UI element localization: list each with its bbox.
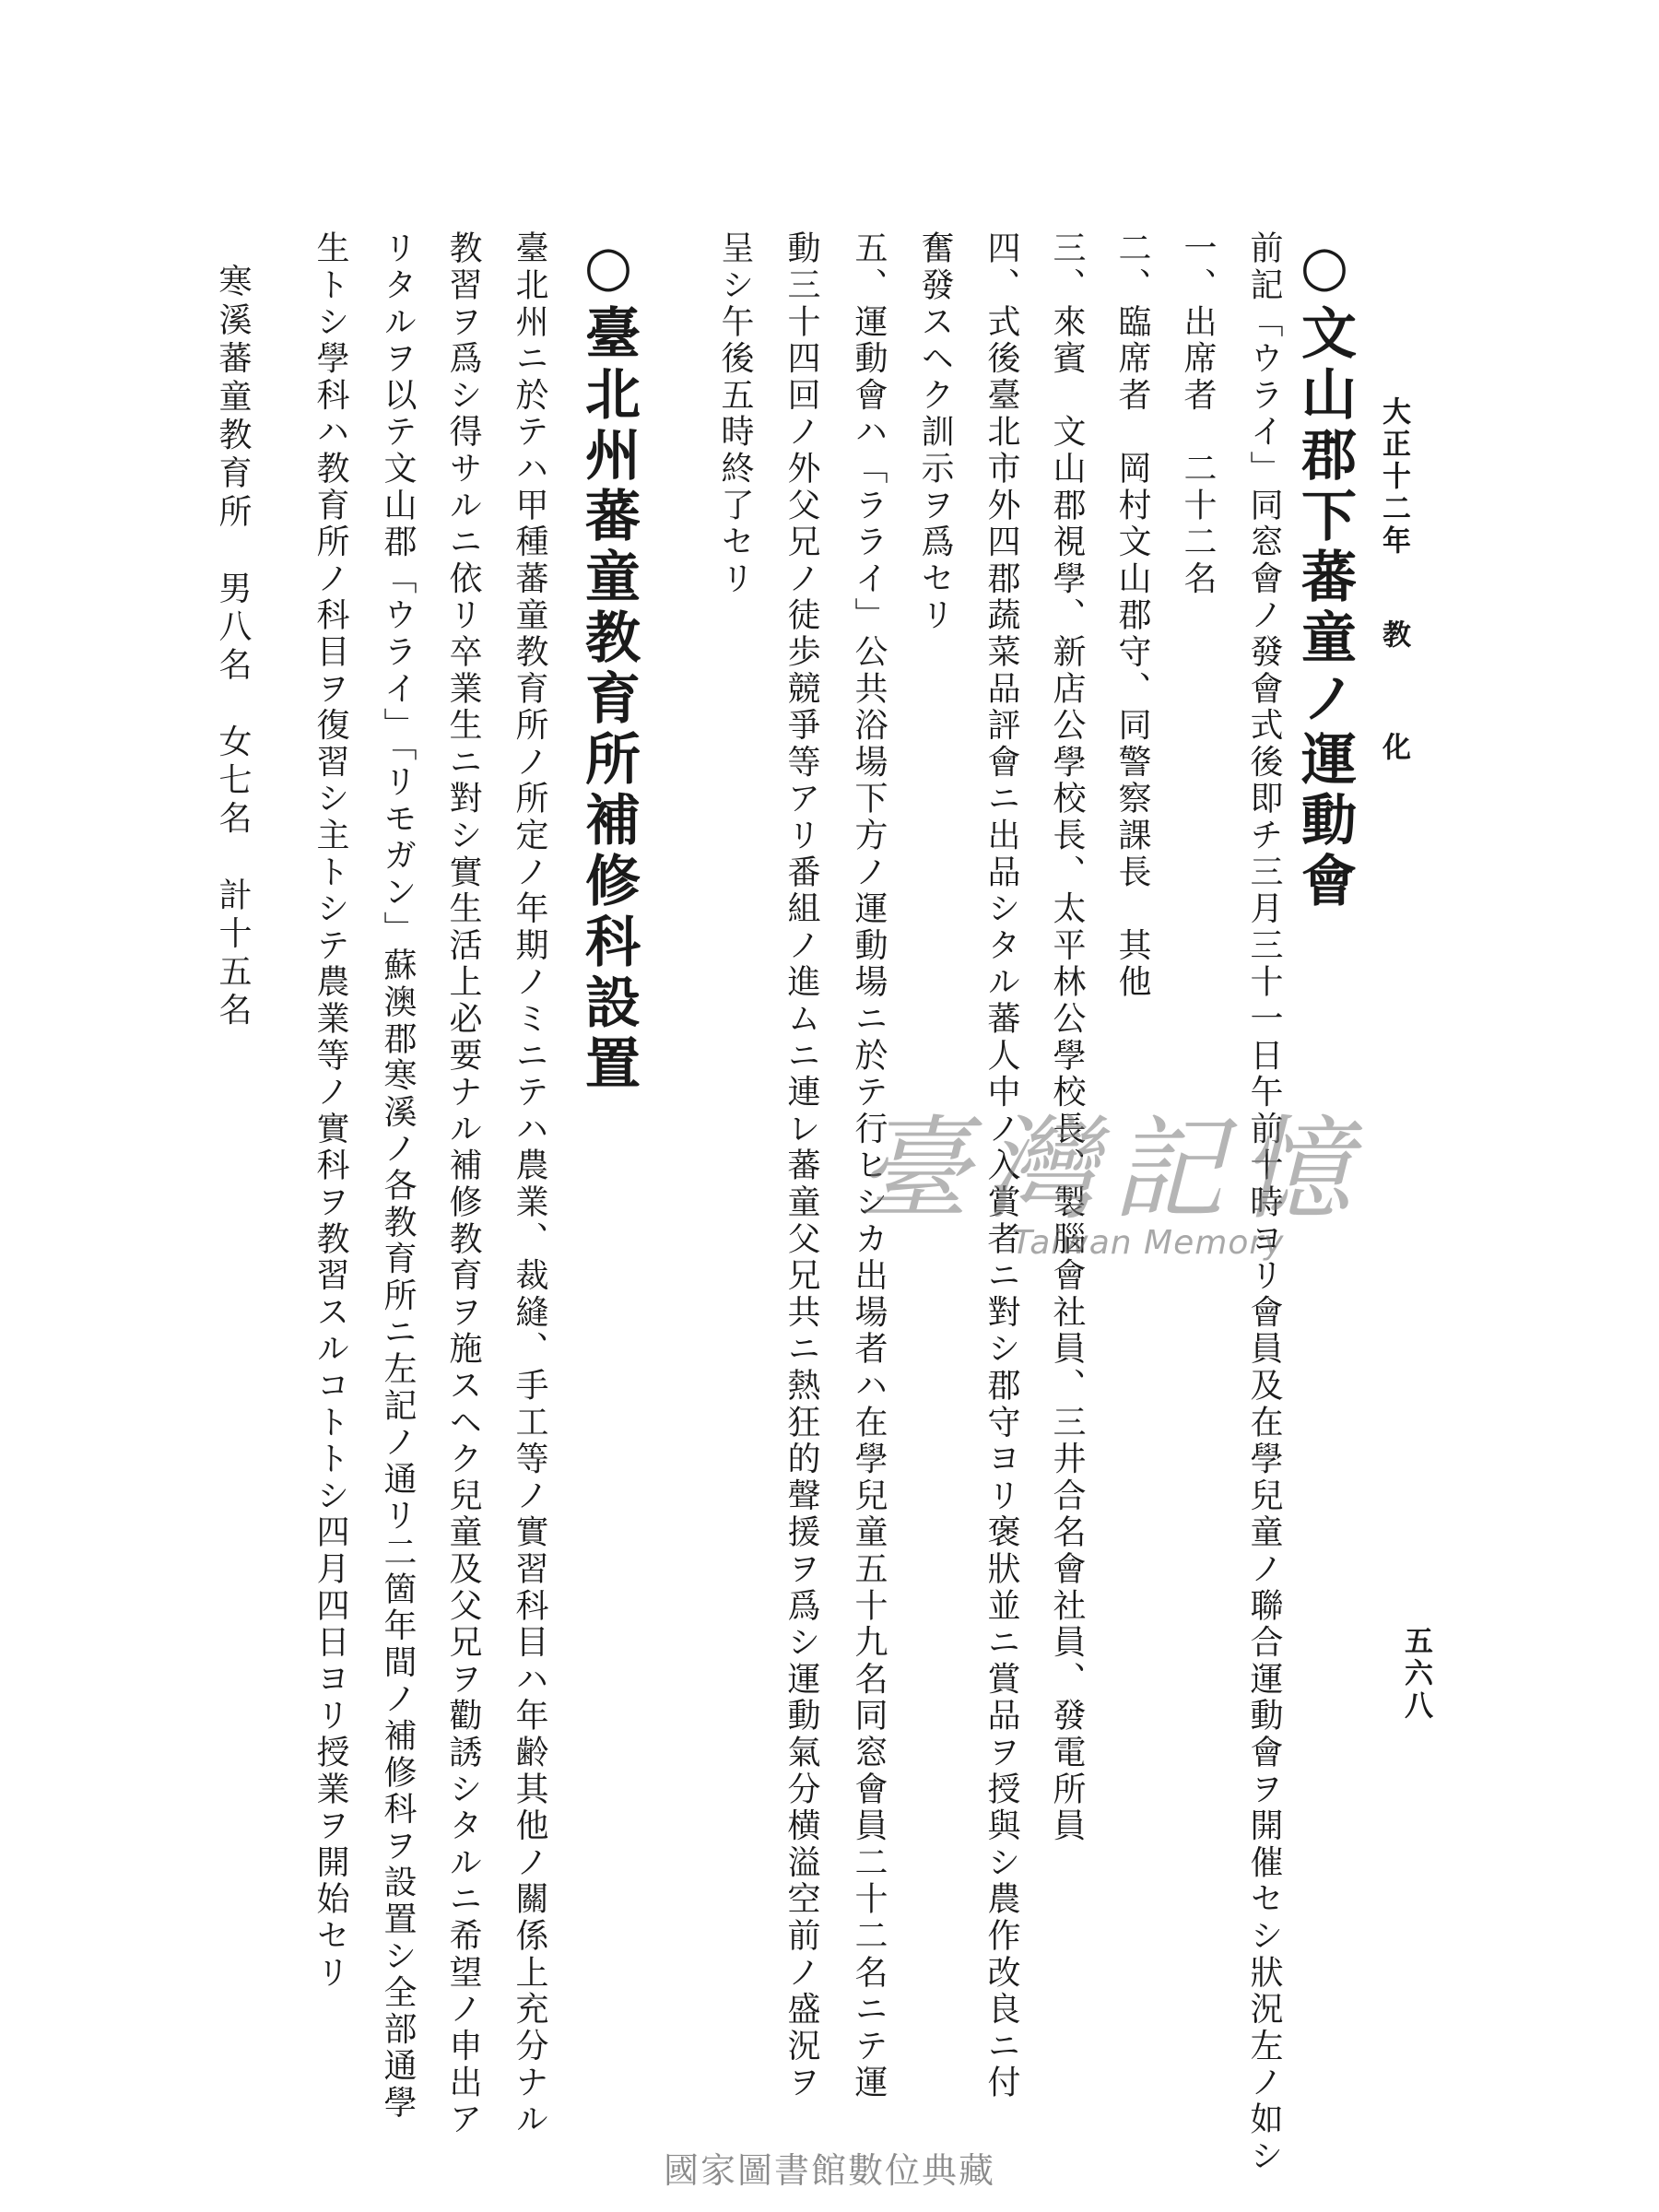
article2-line-4: 生トシ學科ハ教育所ノ科目ヲ復習シ主トシテ農業等ノ實科ヲ教習スルコトトシ四月四日ヨリ授業ヲ開始セリ xyxy=(312,230,349,1992)
article1-line-7: 五、運動會ハ「ラライ」公共浴場下方ノ運動場ニ於テ行ヒシカ出場者ハ在學兒童五十九名同窓會員二十二名ニテ運 xyxy=(850,230,888,2101)
article1-line-6: 奮發スヘク訓示ヲ爲セリ xyxy=(916,230,954,634)
article1-line-2: 一、出席者 二十二名 xyxy=(1179,230,1217,597)
header-section: 教 化 xyxy=(1377,619,1410,788)
article1-line-9: 呈シ午後五時終了セリ xyxy=(716,230,754,597)
article2-line-1: 臺北州ニ於テハ甲種蕃童教育所ノ所定ノ年期ノミニテハ農業、裁縫、手工等ノ實習科目ハ年齢其他ノ關係上充分ナル xyxy=(511,230,548,2138)
article1-title: ○文山郡下蕃童ノ運動會 xyxy=(1292,234,1357,912)
article1-line-3: 二、臨席者 岡村文山郡守、同警察課長 其他 xyxy=(1113,230,1151,1001)
article1-line-8: 動三十四回ノ外父兄ノ徒歩競爭等アリ番組ノ進ムニ連レ蕃童父兄共ニ熱狂的聲援ヲ爲シ運動氣分横溢空前ノ盛況ヲ xyxy=(782,230,820,2101)
article1-line-4: 三、來賓 文山郡視學、新店公學校長、太平林公學校長、製腦會社員、三井合名會社員、發電所員 xyxy=(1048,230,1086,1845)
watermark-latin-text: Taiwan Memory xyxy=(1012,1224,1285,1262)
article2-line-3: リタルヲ以テ文山郡「ウライ」「リモガン」蘇澳郡寒溪ノ各教育所ニ左記ノ通リ二箇年間ノ補修科ヲ設置シ全部通學 xyxy=(379,230,417,2122)
header-era-year: 大正十二年 xyxy=(1377,396,1410,558)
article1-line-5: 四、式後臺北市外四郡蔬菜品評會ニ出品シタル蕃人中ノ入賞者ニ對シ郡守ヨリ褒狀並ニ賞品ヲ授與シ農作改良ニ付 xyxy=(982,230,1020,2101)
footer-credit: 國家圖書館數位典藏 xyxy=(663,2150,995,2191)
watermark-cjk-text: 臺灣記憶 xyxy=(857,1104,1366,1235)
watermark-logo xyxy=(857,1104,1429,1270)
article2-line-2: 教習ヲ爲シ得サルニ依リ卒業生ニ對シ實生活上必要ナル補修教育ヲ施スヘク兒童及父兄ヲ勸誘シタルニ希望ノ申出ア xyxy=(444,230,482,2138)
article2-line-5: 寒溪蕃童教育所 男八名 女七名 計十五名 xyxy=(214,264,252,1030)
article2-title: ○臺北州蕃童教育所補修科設置 xyxy=(576,234,641,1095)
page-number: 五六八 xyxy=(1399,1626,1432,1723)
article1-line-1: 前記「ウライ」同窓會ノ發會式後即チ三月三十一日午前十時ヨリ會員及在學兒童ノ聯合運動會ヲ開催セシ狀況左ノ如シ xyxy=(1245,230,1283,2175)
